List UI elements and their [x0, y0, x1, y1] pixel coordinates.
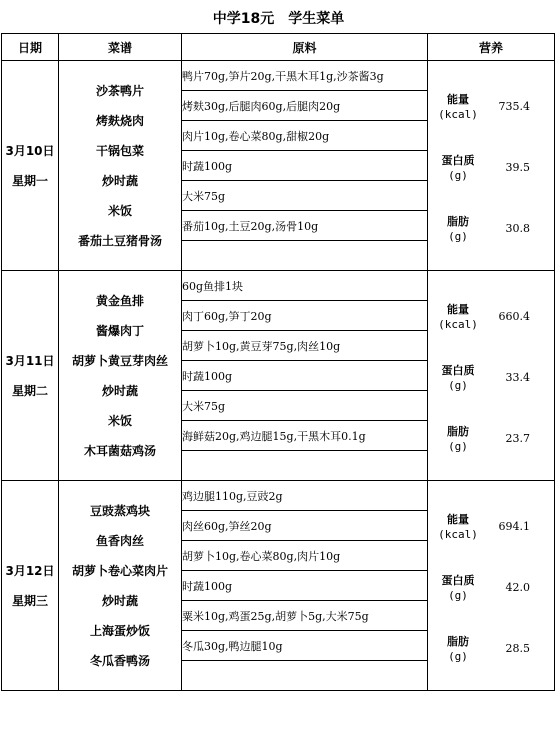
nutrition-item — [428, 347, 554, 408]
nutrition-name: 蛋白质 — [441, 573, 475, 587]
ingredient-cell: 时蔬100g — [182, 571, 428, 601]
nutrition-unit: (g) — [448, 439, 468, 453]
nutrition-unit: (g) — [448, 229, 468, 243]
nutrition-item — [428, 408, 554, 469]
nutrition-item — [428, 496, 554, 557]
menu-body — [2, 61, 555, 691]
ingredient-cell: 粟米10g,鸡蛋25g,胡萝卜5g,大米75g — [182, 601, 428, 631]
nutrition-label — [428, 424, 488, 454]
table-row — [2, 61, 555, 91]
date-cell — [2, 61, 59, 271]
nutrition-label — [428, 363, 488, 393]
weekday-label: 星期三 — [11, 593, 48, 608]
nutrition-unit: (g) — [448, 588, 468, 602]
dish-cell — [59, 271, 182, 481]
nutrition-unit: (g) — [448, 168, 468, 182]
nutrition-name: 脂肪 — [447, 424, 469, 438]
ingredient-cell: 鸭片70g,笋片20g,干黑木耳1g,沙茶酱3g — [182, 61, 428, 91]
nutrition-label — [428, 512, 488, 542]
dish-name: 番茄土豆猪骨汤 — [77, 233, 162, 248]
ingredient-cell: 肉丝60g,笋丝20g — [182, 511, 428, 541]
dish-name: 胡萝卜黄豆芽肉丝 — [71, 353, 168, 368]
dish-cell — [59, 61, 182, 271]
nutrition-label — [428, 214, 488, 244]
nutrition-label — [428, 634, 488, 664]
nutrition-label — [428, 153, 488, 183]
nutrition-item — [428, 557, 554, 618]
dish-name: 炒时蔬 — [101, 593, 138, 608]
ingredient-cell: 鸡边腿110g,豆豉2g — [182, 481, 428, 511]
nutrition-value: 30.8 — [505, 222, 530, 235]
header-date: 日期 — [2, 34, 59, 61]
dish-name: 鱼香肉丝 — [95, 533, 144, 548]
nutrition-value: 23.7 — [505, 432, 530, 445]
header-row — [2, 34, 555, 61]
date-label: 3月12日 — [5, 563, 55, 578]
ingredient-cell: 冬瓜30g,鸭边腿10g — [182, 631, 428, 661]
dish-name: 米饭 — [107, 413, 132, 428]
dish-name: 黄金鱼排 — [95, 293, 144, 308]
header-dish: 菜谱 — [59, 34, 182, 61]
table-row — [2, 481, 555, 511]
dish-name: 酱爆肉丁 — [95, 323, 144, 338]
ingredient-cell — [182, 661, 428, 691]
dish-name: 冬瓜香鸭汤 — [89, 653, 150, 668]
ingredient-cell: 海鲜菇20g,鸡边腿15g,干黑木耳0.1g — [182, 421, 428, 451]
ingredient-cell: 时蔬100g — [182, 361, 428, 391]
nutrition-value: 28.5 — [505, 642, 530, 655]
nutrition-item — [428, 137, 554, 198]
dish-name: 炒时蔬 — [101, 383, 138, 398]
page-title: 中学18元 学生菜单 — [212, 11, 345, 27]
nutrition-name: 蛋白质 — [441, 363, 475, 377]
dish-name: 豆豉蒸鸡块 — [89, 503, 150, 518]
date-cell — [2, 481, 59, 691]
dish-name: 木耳菌菇鸡汤 — [83, 443, 156, 458]
nutrition-value: 735.4 — [498, 100, 530, 113]
nutrition-name: 能量 — [447, 512, 469, 526]
nutrition-label — [428, 92, 488, 122]
nutrition-item — [428, 618, 554, 679]
nutrition-value: 42.0 — [505, 581, 530, 594]
dish-name: 胡萝卜卷心菜肉片 — [71, 563, 168, 578]
menu-table — [1, 33, 555, 691]
nutrition-cell — [428, 271, 555, 481]
dish-cell — [59, 481, 182, 691]
header-ingredients: 原料 — [182, 34, 428, 61]
nutrition-unit: (kcal) — [438, 107, 478, 121]
ingredient-cell: 番茄10g,土豆20g,汤骨10g — [182, 211, 428, 241]
dish-name: 米饭 — [107, 203, 132, 218]
ingredient-cell: 肉丁60g,笋丁20g — [182, 301, 428, 331]
date-cell — [2, 271, 59, 481]
nutrition-value: 39.5 — [505, 161, 530, 174]
dish-name: 干锅包菜 — [95, 143, 144, 158]
ingredient-cell: 60g鱼排1块 — [182, 271, 428, 301]
nutrition-name: 能量 — [447, 92, 469, 106]
nutrition-name: 能量 — [447, 302, 469, 316]
header-nutrition: 营养 — [428, 34, 555, 61]
nutrition-name: 脂肪 — [447, 634, 469, 648]
nutrition-cell — [428, 481, 555, 691]
ingredient-cell: 烤麸30g,后腿肉60g,后腿肉20g — [182, 91, 428, 121]
nutrition-value: 694.1 — [498, 520, 530, 533]
nutrition-unit: (g) — [448, 378, 468, 392]
ingredient-cell — [182, 451, 428, 481]
ingredient-cell: 胡萝卜10g,卷心菜80g,肉片10g — [182, 541, 428, 571]
date-label: 3月10日 — [5, 143, 55, 158]
dish-name: 上海蛋炒饭 — [89, 623, 150, 638]
nutrition-value: 33.4 — [505, 371, 530, 384]
nutrition-item — [428, 286, 554, 347]
ingredient-cell: 胡萝卜10g,黄豆芽75g,肉丝10g — [182, 331, 428, 361]
ingredient-cell — [182, 241, 428, 271]
nutrition-label — [428, 302, 488, 332]
nutrition-unit: (g) — [448, 649, 468, 663]
table-row — [2, 271, 555, 301]
ingredient-cell: 大米75g — [182, 391, 428, 421]
date-label: 3月11日 — [5, 353, 55, 368]
nutrition-name: 蛋白质 — [441, 153, 475, 167]
nutrition-name: 脂肪 — [447, 214, 469, 228]
nutrition-unit: (kcal) — [438, 527, 478, 541]
dish-name: 沙茶鸭片 — [95, 83, 144, 98]
ingredient-cell: 大米75g — [182, 181, 428, 211]
ingredient-cell: 肉片10g,卷心菜80g,甜椒20g — [182, 121, 428, 151]
nutrition-cell — [428, 61, 555, 271]
weekday-label: 星期一 — [11, 173, 48, 188]
dish-name: 烤麸烧肉 — [95, 113, 144, 128]
nutrition-unit: (kcal) — [438, 317, 478, 331]
weekday-label: 星期二 — [11, 383, 48, 398]
ingredient-cell: 时蔬100g — [182, 151, 428, 181]
nutrition-value: 660.4 — [498, 310, 530, 323]
nutrition-label — [428, 573, 488, 603]
nutrition-item — [428, 198, 554, 259]
nutrition-item — [428, 76, 554, 137]
dish-name: 炒时蔬 — [101, 173, 138, 188]
